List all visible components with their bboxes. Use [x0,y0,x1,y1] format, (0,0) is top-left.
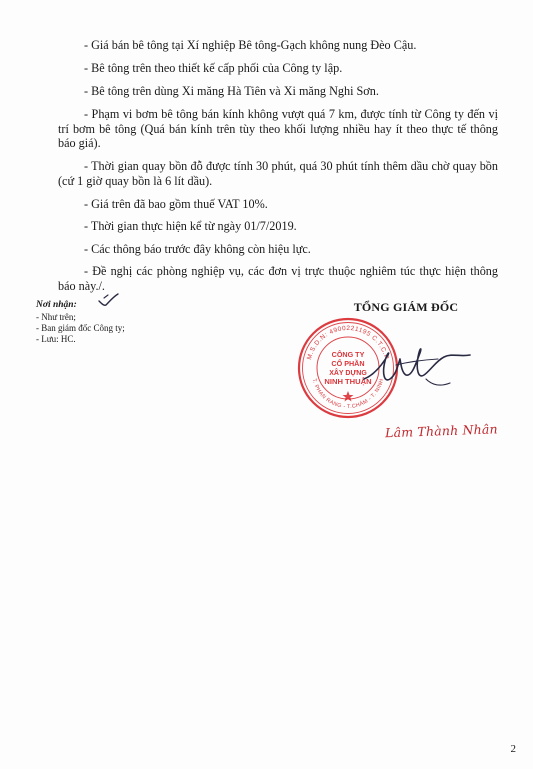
paragraph-cement: - Bê tông trên dùng Xi măng Hà Tiên và Xi măng Nghi Sơn. [84,84,379,98]
svg-text:T. PHAN RANG - T.CHÀM - T. NIN: T. PHAN RANG - T.CHÀM - T. NINH [310,378,386,411]
paragraph-effective-date: - Thời gian thực hiện kể từ ngày 01/7/2019. [84,219,297,233]
paragraph-drum-time: - Thời gian quay bồn đỗ được tính 30 phút, quá 30 phút tính thêm dầu chờ quay bồn (cứ 1 giờ quay bồn là 6 lít dầu). [58,159,498,188]
recipient-item: - Lưu: HC. [36,334,76,344]
recipients-block [36,300,236,345]
svg-text:NINH THUẬN: NINH THUẬN [324,377,372,386]
signature-title: TỔNG GIÁM ĐỐC [353,300,459,314]
svg-text:XÂY DỰNG: XÂY DỰNG [329,370,367,377]
handwritten-signature [360,335,480,405]
recipients-heading: Nơi nhận: [36,300,77,310]
svg-text:CỔ PHẦN: CỔ PHẦN [331,359,365,368]
paragraph-vat: - Giá trên đã bao gồm thuế VAT 10%. [84,196,268,211]
paragraph-request: - Đề nghị các phòng nghiệp vụ, các đơn vị trực thuộc nghiêm túc thực hiện thông báo này./. [58,264,498,293]
recipient-item: - Ban giám đốc Công ty; [36,323,125,333]
signer-name: Lâm Thành Nhân [384,421,499,441]
paragraph-mix-design: - Bê tông trên theo thiết kế cấp phối của Công ty lập. [84,61,343,75]
svg-text:M.S.D.N: 4900221195 C.T.C.P: M.S.D.N: 4900221195 C.T.C.P [305,324,391,361]
recipient-item: - Như trên; [36,312,76,322]
paragraph-price-location: - Giá bán bê tông tại Xí nghiệp Bê tông-Gạch không nung Đèo Cậu. [84,38,417,52]
paragraph-pump-range: - Phạm vi bơm bê tông bán kính không vượt quá 7 km, được tính từ Công ty đến vị trí bơm bê tông (Quá bán kính trên tùy theo khối lượng nhiều hay ít theo thực tế thông báo giá). [58,107,498,150]
page-number: 2 [510,743,516,755]
svg-text:CÔNG TY: CÔNG TY [331,350,365,359]
paragraph-previous-notices: - Các thông báo trước đây không còn hiệu lực. [84,241,311,256]
body-text [58,38,498,302]
